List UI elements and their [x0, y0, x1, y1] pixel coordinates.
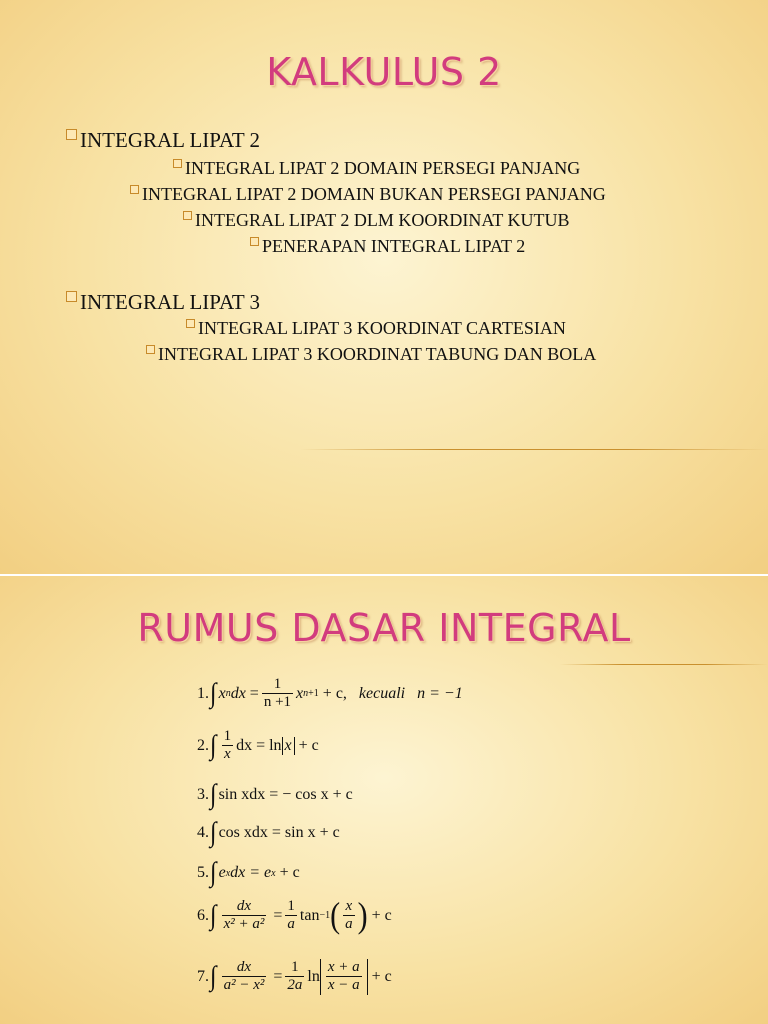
section-integral-lipat-3: INTEGRAL LIPAT 3: [66, 290, 260, 315]
square-bullet-icon: [66, 129, 77, 140]
list-item: INTEGRAL LIPAT 2 DOMAIN BUKAN PERSEGI PANJANG: [130, 184, 606, 205]
formula-7: 7. ∫ $\frac{dx}{\text{a² − x²}}$ = $\frac{1}{2a}$ ln $\frac{x + a}{x - a}$ + c: [197, 959, 392, 994]
divider-line: [560, 664, 768, 665]
formula-1: 1. ∫ x n dx = $\frac{1}{n +1}$ x n+1 + c, kecuali n = −1: [197, 676, 463, 711]
formula-5: 5. ∫ e x dx = e x + c: [197, 858, 300, 888]
formula-6: 6. ∫ $\frac{dx}{\text{x² + a²}}$ = $\frac{1}{a}$ tan −1 ( $\frac{x}{a}$ ) + c: [197, 895, 392, 935]
square-bullet-icon: [130, 185, 139, 194]
formula-2: 2. ∫ $\frac{1}{x}$ dx = ln x + c: [197, 728, 319, 763]
square-bullet-icon: [186, 319, 195, 328]
list-item: INTEGRAL LIPAT 2 DOMAIN PERSEGI PANJANG: [173, 158, 580, 179]
list-item: INTEGRAL LIPAT 2 DLM KOORDINAT KUTUB: [183, 210, 570, 231]
section-integral-lipat-2: INTEGRAL LIPAT 2: [66, 128, 260, 153]
list-item: INTEGRAL LIPAT 3 KOORDINAT TABUNG DAN BOLA: [146, 344, 596, 365]
square-bullet-icon: [183, 211, 192, 220]
list-item: PENERAPAN INTEGRAL LIPAT 2: [250, 236, 525, 257]
square-bullet-icon: [173, 159, 182, 168]
formula-4: 4. ∫ cos xdx = sin x + c: [197, 818, 340, 848]
list-item: INTEGRAL LIPAT 3 KOORDINAT CARTESIAN: [186, 318, 566, 339]
slide-title: KALKULUS 2: [266, 50, 502, 94]
formula-3: 3. ∫ sin xdx = − cos x + c: [197, 780, 353, 810]
square-bullet-icon: [66, 291, 77, 302]
slide-title: RUMUS DASAR INTEGRAL: [137, 606, 631, 650]
square-bullet-icon: [146, 345, 155, 354]
slide-rumus-dasar: [0, 576, 768, 1024]
divider-line: [300, 449, 768, 450]
square-bullet-icon: [250, 237, 259, 246]
